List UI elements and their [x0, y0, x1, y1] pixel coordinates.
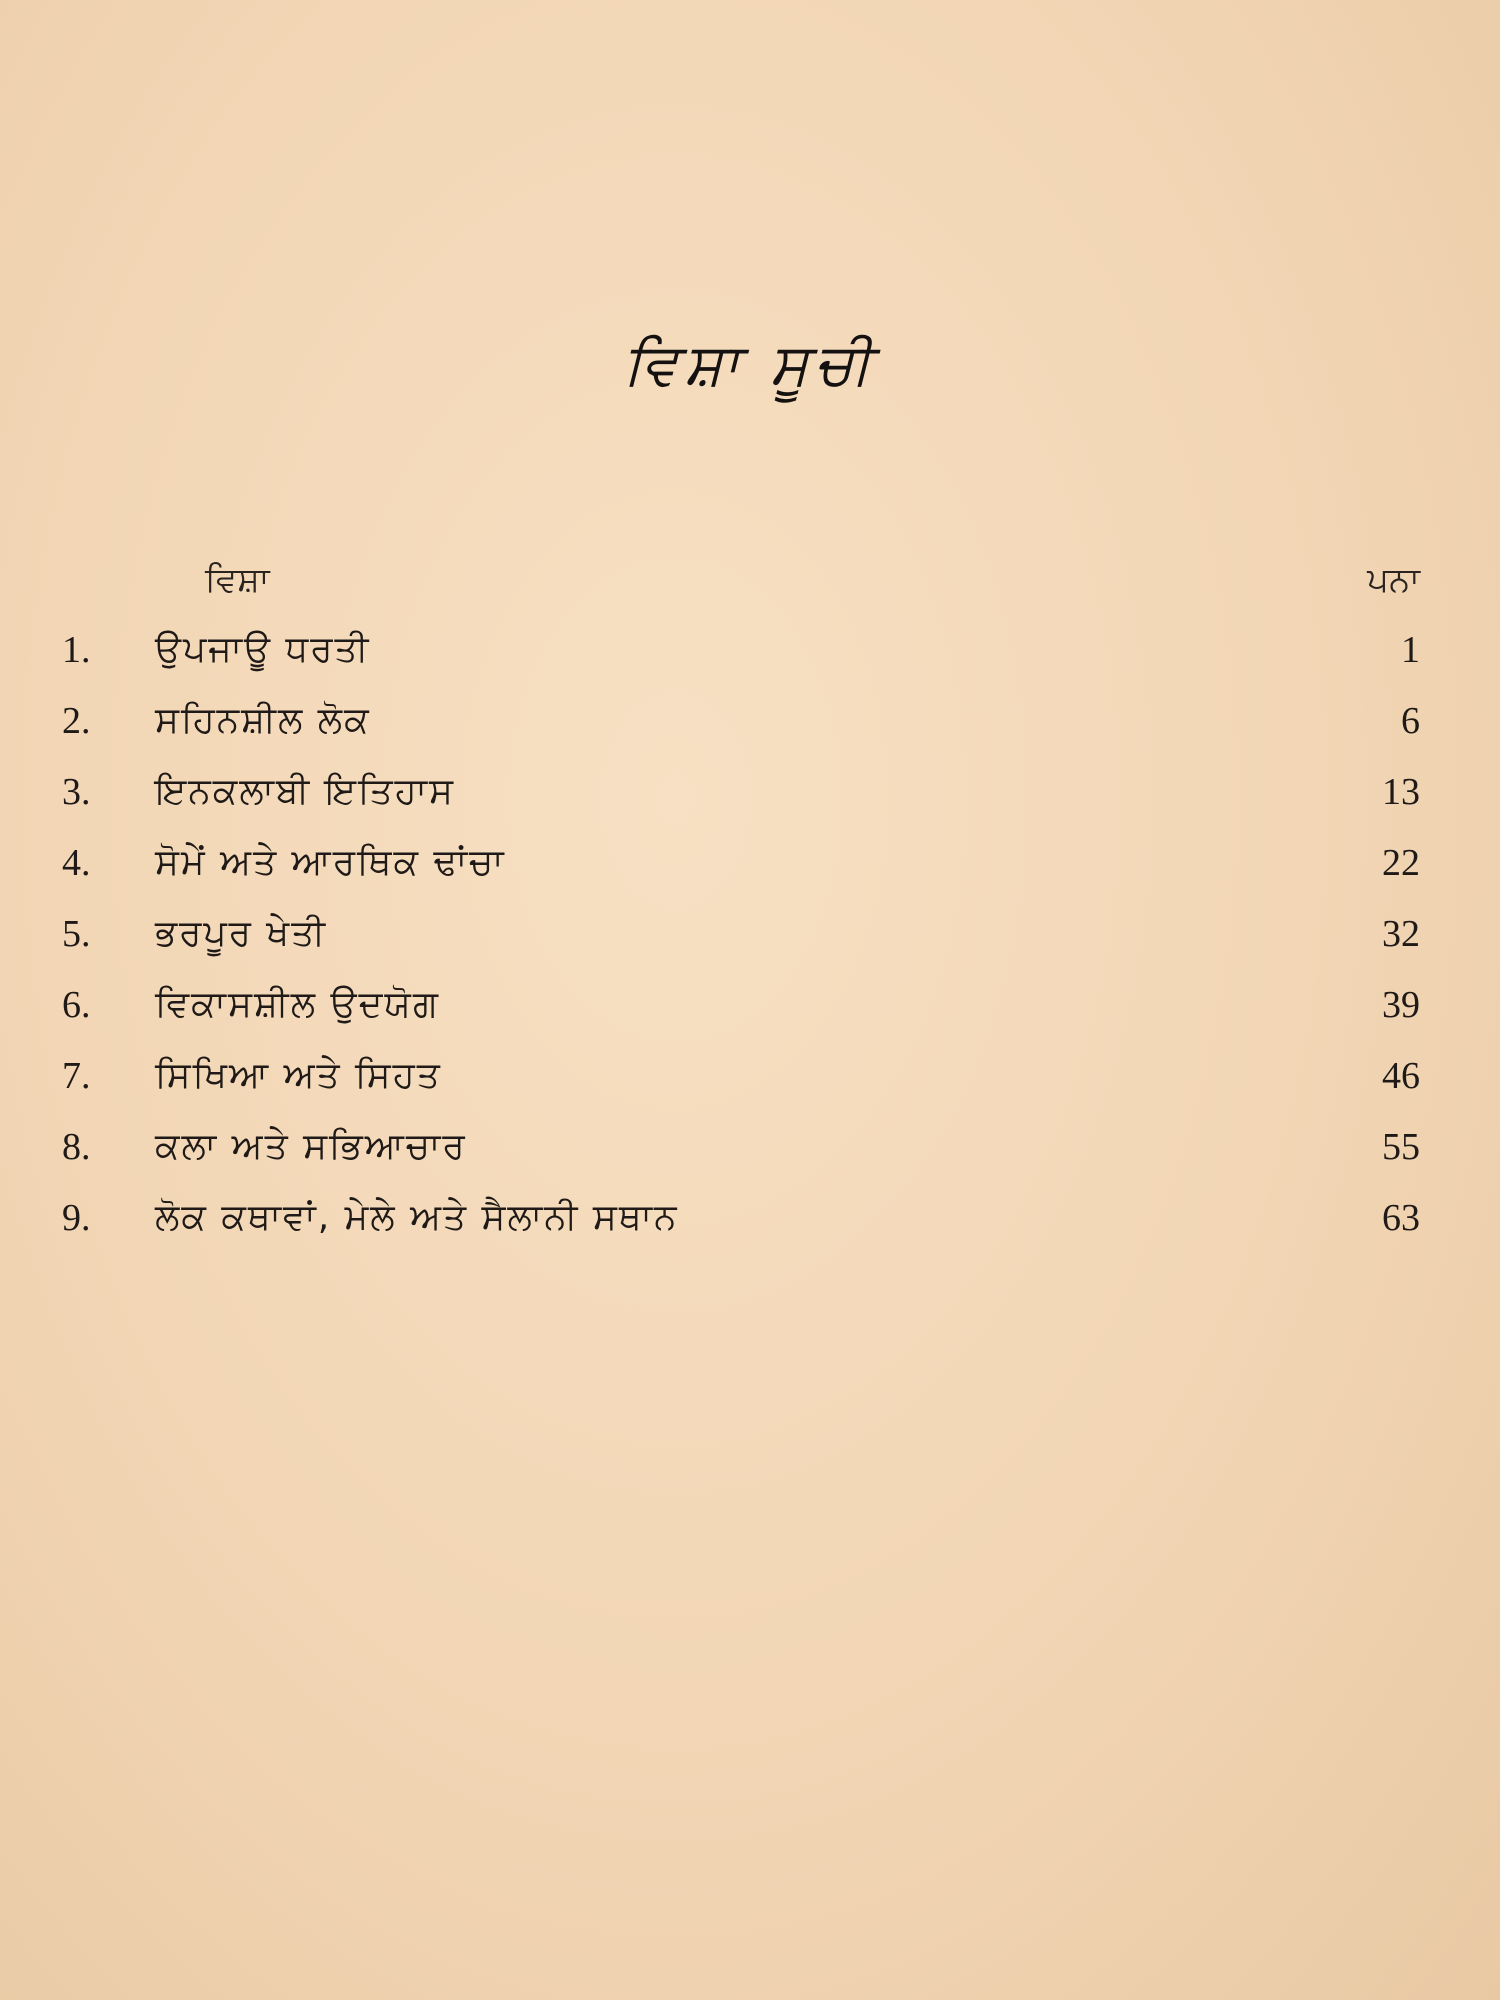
entry-number: 4. [62, 842, 91, 884]
toc-entry [0, 691, 1500, 762]
entry-title: ਇਨਕਲਾਬੀ ਇਤਿਹਾਸ [155, 771, 456, 812]
entry-page: 22 [1382, 842, 1420, 884]
toc-entry [0, 1117, 1500, 1188]
entry-number: 1. [62, 629, 91, 671]
entry-page: 39 [1382, 984, 1420, 1026]
entry-number: 6. [62, 984, 91, 1026]
entry-number: 2. [62, 700, 91, 742]
page-title: ਵਿਸ਼ਾ ਸੂਚੀ [623, 330, 877, 398]
entry-page: 1 [1401, 629, 1420, 671]
entry-title: ਉਪਜਾਊ ਧਰਤੀ [155, 629, 371, 670]
entry-number: 3. [62, 771, 91, 813]
entry-page: 13 [1382, 771, 1420, 813]
entry-page: 32 [1382, 913, 1420, 955]
entry-page: 6 [1401, 700, 1420, 742]
entry-number: 9. [62, 1197, 91, 1239]
entry-title: ਭਰਪੂਰ ਖੇਤੀ [155, 913, 328, 954]
toc-entry [0, 975, 1500, 1046]
entry-page: 63 [1382, 1197, 1420, 1239]
toc-entry [0, 762, 1500, 833]
entry-number: 5. [62, 913, 91, 955]
entry-page: 46 [1382, 1055, 1420, 1097]
entry-number: 8. [62, 1126, 91, 1168]
entry-page: 55 [1382, 1126, 1420, 1168]
entry-number: 7. [62, 1055, 91, 1097]
toc-entry [0, 620, 1500, 691]
toc-entry [0, 833, 1500, 904]
subject-column-header: ਵਿਸ਼ਾ [205, 560, 270, 600]
entry-title: ਸੋਮੇਂ ਅਤੇ ਆਰਥਿਕ ਢਾਂਚਾ [155, 842, 506, 883]
entry-title: ਕਲਾ ਅਤੇ ਸਭਿਆਚਾਰ [155, 1126, 467, 1167]
entry-title: ਵਿਕਾਸਸ਼ੀਲ ਉਦਯੋਗ [155, 984, 440, 1025]
entry-title: ਸਿਖਿਆ ਅਤੇ ਸਿਹਤ [155, 1055, 442, 1096]
page-column-header: ਪਨਾ [1367, 560, 1420, 600]
toc-entry [0, 1188, 1500, 1259]
entry-title: ਸਹਿਨਸ਼ੀਲ ਲੋਕ [155, 700, 371, 741]
toc-entry [0, 904, 1500, 975]
entry-title: ਲੋਕ ਕਥਾਵਾਂ, ਮੇਲੇ ਅਤੇ ਸੈਲਾਨੀ ਸਥਾਨ [155, 1197, 679, 1238]
toc-list [0, 620, 1500, 1259]
toc-header [0, 560, 1500, 610]
toc-entry [0, 1046, 1500, 1117]
